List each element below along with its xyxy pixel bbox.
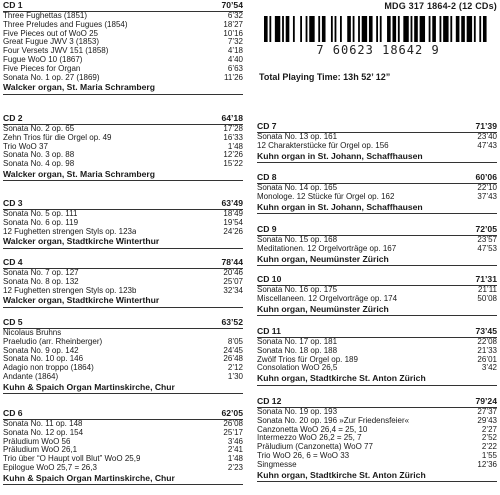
track-time: 47’53 <box>477 243 497 253</box>
organ-venue: Kuhn & Spaich Organ Martinskirche, Chur <box>3 474 243 486</box>
track-time: 24’26 <box>223 226 243 236</box>
track-title: 12 Fughetten strengen Styls op. 123a <box>3 227 137 236</box>
cd-total-time: 78’44 <box>221 257 243 267</box>
cd-block-5 <box>3 318 243 394</box>
track-title: Zwölf Trios für Orgel op. 189 <box>257 355 358 364</box>
track-row <box>3 278 243 287</box>
track-time: 23’40 <box>477 132 497 141</box>
track-row <box>257 443 497 452</box>
cd-header <box>3 114 243 123</box>
track-row <box>3 151 243 160</box>
track-title: Five Pieces out of WoO 25 <box>3 29 99 38</box>
track-time: 18’27 <box>223 19 243 29</box>
cd-total-time: 63’52 <box>221 317 243 327</box>
track-row <box>257 356 497 365</box>
track-title: 12 Fughetten strengen Styls op. 123b <box>3 286 137 295</box>
cd-label: CD 7 <box>257 121 277 131</box>
track-time: 8’05 <box>227 336 243 346</box>
organ-venue: Kuhn & Spaich Organ Martinskirche, Chur <box>3 383 243 395</box>
track-row <box>3 420 243 429</box>
track-time: 2’22 <box>481 442 497 452</box>
track-time: 3’46 <box>227 436 243 446</box>
track-title: Zehn Trios für die Orgel op. 49 <box>3 133 112 142</box>
cd-label: CD 2 <box>3 113 23 123</box>
track-title: Präludium WoO 56 <box>3 437 71 446</box>
track-time: 37’43 <box>477 191 497 201</box>
track-time: 2’12 <box>227 363 243 373</box>
track-row <box>3 269 243 278</box>
barcode-number-text: 7 60623 18642 9 <box>316 43 440 57</box>
track-title: Sonata No. 19 op. 193 <box>257 408 338 416</box>
track-title: Sonata No. 7 op. 127 <box>3 269 79 277</box>
track-title: Five Pieces for Organ <box>3 64 81 73</box>
cd-total-time: 79’24 <box>475 396 497 406</box>
cd-total-time: 62’05 <box>221 408 243 418</box>
track-row <box>257 236 497 245</box>
track-row <box>3 160 243 169</box>
track-row <box>257 426 497 435</box>
track-row <box>3 65 243 74</box>
cd-label: CD 9 <box>257 224 277 234</box>
track-row <box>257 434 497 443</box>
cd-block-4 <box>3 258 243 308</box>
track-row <box>257 417 497 426</box>
track-row <box>257 286 497 295</box>
track-time: 27’37 <box>477 407 497 416</box>
track-time: 4’40 <box>227 54 243 64</box>
cd-label: CD 3 <box>3 198 23 208</box>
track-time: 2’41 <box>227 445 243 455</box>
track-title: Sonata No. 16 op. 175 <box>257 286 338 294</box>
track-time: 1’48 <box>227 141 243 151</box>
track-title: Sonata No. 12 op. 154 <box>3 428 84 437</box>
track-row <box>257 193 497 202</box>
track-row <box>3 347 243 356</box>
track-title: Adagio non troppo (1864) <box>3 364 94 373</box>
cd-total-time: 64’18 <box>221 113 243 123</box>
cd-label: CD 8 <box>257 172 277 182</box>
organ-venue: Kuhn organ, Stadtkirche St. Anton Zürich <box>257 471 497 483</box>
track-title: Trio WoO 37 <box>3 142 48 151</box>
track-row <box>3 287 243 296</box>
organ-venue: Kuhn organ, Neumünster Zürich <box>257 305 497 317</box>
track-title: Sonata No. 5 op. 111 <box>3 210 78 218</box>
cd-block-11 <box>257 327 497 386</box>
track-row <box>3 364 243 373</box>
track-title: Canzonetta WoO 26,4 = 25, 10 <box>257 425 368 434</box>
track-time: 47’43 <box>477 140 497 150</box>
cd-label: CD 1 <box>3 0 23 10</box>
track-row <box>3 210 243 219</box>
track-row <box>257 245 497 254</box>
cd-header <box>3 258 243 267</box>
track-title: Miscellaneen. 12 Orgelvorträge op. 174 <box>257 294 398 303</box>
track-title: Sonata No. 4 op. 98 <box>3 160 75 169</box>
track-time: 25’17 <box>223 427 243 437</box>
cd-block-7 <box>257 122 497 163</box>
track-title: Trio WoO 26, 6 = WoO 33 <box>257 451 350 460</box>
cd-label: CD 10 <box>257 274 282 284</box>
total-playing-time: Total Playing Time: 13h 52’ 12” <box>259 72 391 82</box>
track-row <box>3 455 243 464</box>
cd-label: CD 12 <box>257 396 282 406</box>
track-title: Fugue WoO 10 (1867) <box>3 55 83 64</box>
cd-header <box>257 173 497 182</box>
track-row <box>3 47 243 56</box>
track-row <box>3 373 243 382</box>
cd-block-1 <box>3 1 243 95</box>
track-title: Three Preludes and Fugues (1854) <box>3 20 128 29</box>
track-time: 12’36 <box>477 459 497 469</box>
track-time: 7’32 <box>227 37 243 47</box>
cd-header <box>3 199 243 208</box>
cd-block-12 <box>257 397 497 482</box>
track-time: 32’34 <box>223 285 243 295</box>
cd-total-time: 71’31 <box>475 274 497 284</box>
track-title: Sonata No. 13 op. 161 <box>257 133 338 141</box>
cd-block-6 <box>3 409 243 485</box>
track-row <box>3 56 243 65</box>
track-row <box>257 338 497 347</box>
cd-header <box>257 327 497 336</box>
organ-venue: Walcker organ, St. Maria Schramberg <box>3 83 243 95</box>
track-title: Great Fugue JWV 3 (1853) <box>3 38 100 47</box>
track-title: Sonata No. 17 op. 181 <box>257 338 338 346</box>
track-title: Sonata No. 15 op. 168 <box>257 236 338 244</box>
track-title: Sonata No. 20 op. 196 »Zur Friedensfeier« <box>257 416 410 425</box>
track-row <box>3 74 243 83</box>
cd-label: CD 4 <box>3 257 23 267</box>
track-time: 50’08 <box>477 293 497 303</box>
cd-label: CD 5 <box>3 317 23 327</box>
track-row <box>257 295 497 304</box>
track-row <box>257 347 497 356</box>
track-time: 26’01 <box>477 354 497 364</box>
track-time: 1’48 <box>227 454 243 464</box>
track-row <box>3 338 243 347</box>
cd-block-2 <box>3 114 243 181</box>
track-time: 22’10 <box>477 183 497 192</box>
track-title: Consolation WoO 26,5 <box>257 364 338 373</box>
organ-venue: Kuhn organ, Neumünster Zürich <box>257 255 497 267</box>
cd-total-time: 71’39 <box>475 121 497 131</box>
track-title: Three Fughettas (1851) <box>3 12 88 20</box>
track-row <box>3 21 243 30</box>
track-time: 17’28 <box>223 124 243 133</box>
organ-venue: Walcker organ, Stadtkirche Winterthur <box>3 296 243 308</box>
cd-block-8 <box>257 173 497 214</box>
track-row <box>3 38 243 47</box>
track-title: Präludium WoO 26,1 <box>3 446 78 455</box>
track-title: Epilogue WoO 25,7 = 26,3 <box>3 463 97 472</box>
organ-venue: Kuhn organ in St. Johann, Schaffhausen <box>257 152 497 164</box>
track-time: 10’16 <box>223 28 243 38</box>
track-title: Sonata No. 2 op. 65 <box>3 125 75 133</box>
track-title: Andante (1864) <box>3 372 59 381</box>
track-row <box>257 133 497 142</box>
track-row <box>257 452 497 461</box>
track-time: 29’43 <box>477 415 497 425</box>
track-time: 19’54 <box>223 217 243 227</box>
track-row <box>3 219 243 228</box>
cd-total-time: 60’06 <box>475 172 497 182</box>
track-time: 26’48 <box>223 354 243 364</box>
cd-header <box>257 397 497 406</box>
cd-header <box>257 225 497 234</box>
track-time: 15’22 <box>223 159 243 169</box>
track-title: Monologe. 12 Stücke für Orgel op. 162 <box>257 192 395 201</box>
organ-venue: Walcker organ, St. Maria Schramberg <box>3 170 243 182</box>
track-time: 1’55 <box>481 450 497 460</box>
track-title: Sonata No. 14 op. 165 <box>257 184 338 192</box>
track-row <box>3 30 243 39</box>
track-row <box>3 143 243 152</box>
track-time: 2’52 <box>481 433 497 443</box>
track-title: Sonata No. 1 op. 27 (1869) <box>3 73 100 82</box>
track-time: 11’26 <box>224 72 243 82</box>
track-title: Singmesse <box>257 460 297 469</box>
cd-header <box>3 1 243 10</box>
track-row <box>3 12 243 21</box>
track-row <box>257 142 497 151</box>
track-title: Präludium (Canzonetta) WoO 77 <box>257 443 373 452</box>
track-title: Praeludio (arr. Rheinberger) <box>3 337 103 346</box>
track-title: Sonata No. 11 op. 148 <box>3 420 83 428</box>
track-time: 21’33 <box>477 345 497 355</box>
track-time: 16’33 <box>223 132 243 142</box>
track-row <box>257 184 497 193</box>
cd-total-time: 72’05 <box>475 224 497 234</box>
track-title: Sonata No. 9 op. 142 <box>3 346 79 355</box>
track-time: 4’18 <box>227 46 243 56</box>
track-title: Four Versets JWV 151 (1858) <box>3 47 109 56</box>
track-row <box>257 461 497 470</box>
track-time: 21’11 <box>478 285 497 294</box>
cd-block-3 <box>3 199 243 249</box>
track-time: 3’42 <box>481 363 497 373</box>
track-row <box>3 134 243 143</box>
track-time: 6’32 <box>227 11 243 20</box>
track-title: Intermezzo WoO 26,2 = 25, 7 <box>257 434 362 443</box>
track-row <box>3 464 243 473</box>
cd-block-10 <box>257 275 497 316</box>
track-time: 20’46 <box>223 268 243 277</box>
track-row <box>257 408 497 417</box>
track-row <box>3 438 243 447</box>
track-row <box>3 329 243 338</box>
cd-total-time: 70’54 <box>221 0 243 10</box>
organ-venue: Kuhn organ, Stadtkirche St. Anton Zürich <box>257 374 497 386</box>
track-time: 23’57 <box>477 235 497 244</box>
cd-header <box>3 318 243 327</box>
barcode-number <box>262 43 494 57</box>
track-title: Nicolaus Bruhns <box>3 329 62 337</box>
track-time: 22’08 <box>477 337 497 346</box>
track-time: 1’30 <box>227 371 243 381</box>
track-time: 24’45 <box>223 345 243 355</box>
track-title: Sonata No. 8 op. 132 <box>3 277 79 286</box>
track-title: Trio über “O Haupt voll Blut” WoO 25,9 <box>3 455 141 464</box>
track-title: Meditationen. 12 Orgelvorträge op. 167 <box>257 244 397 253</box>
track-time: 12’26 <box>223 150 243 160</box>
cd-block-9 <box>257 225 497 266</box>
track-title: Sonata No. 6 op. 119 <box>3 218 79 227</box>
cd-total-time: 73’45 <box>475 326 497 336</box>
track-row <box>3 355 243 364</box>
track-row <box>3 446 243 455</box>
track-time: 26’08 <box>223 419 243 428</box>
track-time: 2’23 <box>227 462 243 472</box>
track-title: 12 Charakterstücke für Orgel op. 156 <box>257 141 389 150</box>
track-time: 25’07 <box>223 276 243 286</box>
track-title: Sonata No. 3 op. 88 <box>3 151 75 160</box>
cd-label: CD 11 <box>257 326 281 336</box>
cd-header <box>257 275 497 284</box>
organ-venue: Walcker organ, Stadtkirche Winterthur <box>3 237 243 249</box>
cd-header <box>257 122 497 131</box>
track-title: Sonata No. 18 op. 188 <box>257 346 338 355</box>
track-row <box>3 429 243 438</box>
cd-header <box>3 409 243 418</box>
catalog-number: MDG 317 1864-2 (12 CDs) <box>384 1 497 11</box>
cd-label: CD 6 <box>3 408 23 418</box>
track-time: 18’49 <box>223 209 243 218</box>
track-row <box>3 228 243 237</box>
organ-venue: Kuhn organ in St. Johann, Schaffhausen <box>257 203 497 215</box>
track-time: 2’27 <box>481 424 497 434</box>
track-title: Sonata No. 10 op. 146 <box>3 355 84 364</box>
track-row <box>3 125 243 134</box>
track-time: 6’63 <box>227 63 243 73</box>
cd-total-time: 63’49 <box>221 198 243 208</box>
track-row <box>257 364 497 373</box>
